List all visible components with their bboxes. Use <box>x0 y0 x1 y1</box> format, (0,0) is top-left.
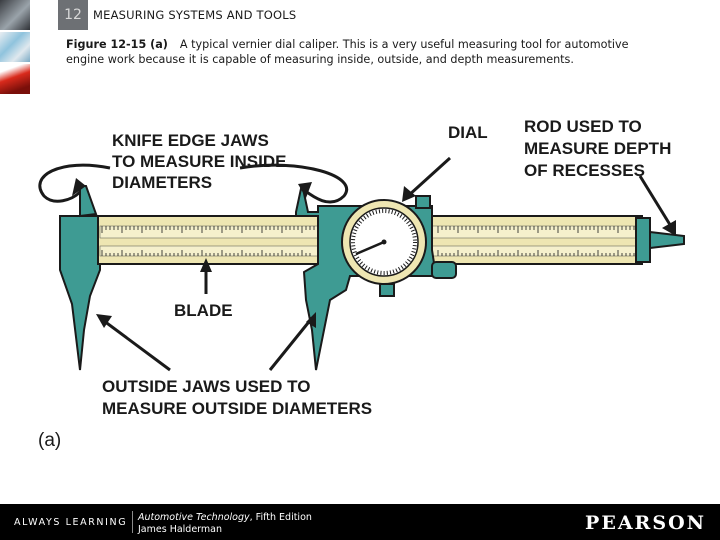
callout-knife-edge-line-1: KNIFE EDGE JAWS <box>112 131 269 150</box>
figure-label: Figure 12-15 (a) <box>66 38 168 51</box>
callout-rod-line-2: MEASURE DEPTH <box>524 139 672 158</box>
figure-panel-label: (a) <box>38 430 62 451</box>
blade-end-cap <box>636 218 650 262</box>
chapter-number: 12 <box>58 0 88 30</box>
always-learning-tagline: ALWAYS LEARNING <box>14 517 128 528</box>
depth-rod <box>650 232 684 248</box>
book-credit <box>138 512 312 536</box>
outside-jaw-left-arrow <box>100 318 170 370</box>
dial-lock-screw-top <box>416 196 430 208</box>
dial-pivot <box>382 240 387 245</box>
figure-caption <box>66 37 666 67</box>
footer-divider <box>132 511 133 533</box>
splash-thumbnail-image <box>0 32 30 62</box>
callout-outside-jaws-line-1: OUTSIDE JAWS USED TO <box>102 377 311 396</box>
callout-knife-edge-line-2: TO MEASURE INSIDE <box>112 152 287 171</box>
fixed-knife-jaw <box>80 186 96 216</box>
pearson-logo: PEARSON <box>585 512 706 534</box>
callout-knife-edge-line-3: DIAMETERS <box>112 173 213 192</box>
callout-blade: BLADE <box>174 301 233 320</box>
outside-jaw-right-arrow <box>270 318 312 370</box>
engine-thumbnail-image <box>0 0 30 30</box>
callout-rod-line-1: ROD USED TO <box>524 117 642 136</box>
car-thumbnail-image <box>0 64 30 94</box>
caliper-diagram <box>0 100 720 500</box>
thumb-wheel <box>432 262 456 278</box>
footer-bar <box>0 504 720 540</box>
chapter-title: MEASURING SYSTEMS AND TOOLS <box>93 8 297 22</box>
book-title: Automotive Technology <box>138 512 250 523</box>
book-edition: , Fifth Edition <box>249 512 312 523</box>
chapter-thumbnail-strip <box>0 0 58 96</box>
dial-lock-screw-bottom <box>380 284 394 296</box>
book-author: James Halderman <box>138 524 223 535</box>
fixed-outside-jaw <box>60 216 100 370</box>
dial-arrow <box>408 158 450 196</box>
callout-dial: DIAL <box>448 123 488 142</box>
callout-outside-jaws-line-2: MEASURE OUTSIDE DIAMETERS <box>102 399 373 418</box>
callout-rod-line-3: OF RECESSES <box>524 161 645 180</box>
caption-text: A typical vernier dial caliper. This is a very useful measuring tool for automotive engine work because it is capable of measuring inside, outside, and depth measurements. <box>66 38 629 66</box>
